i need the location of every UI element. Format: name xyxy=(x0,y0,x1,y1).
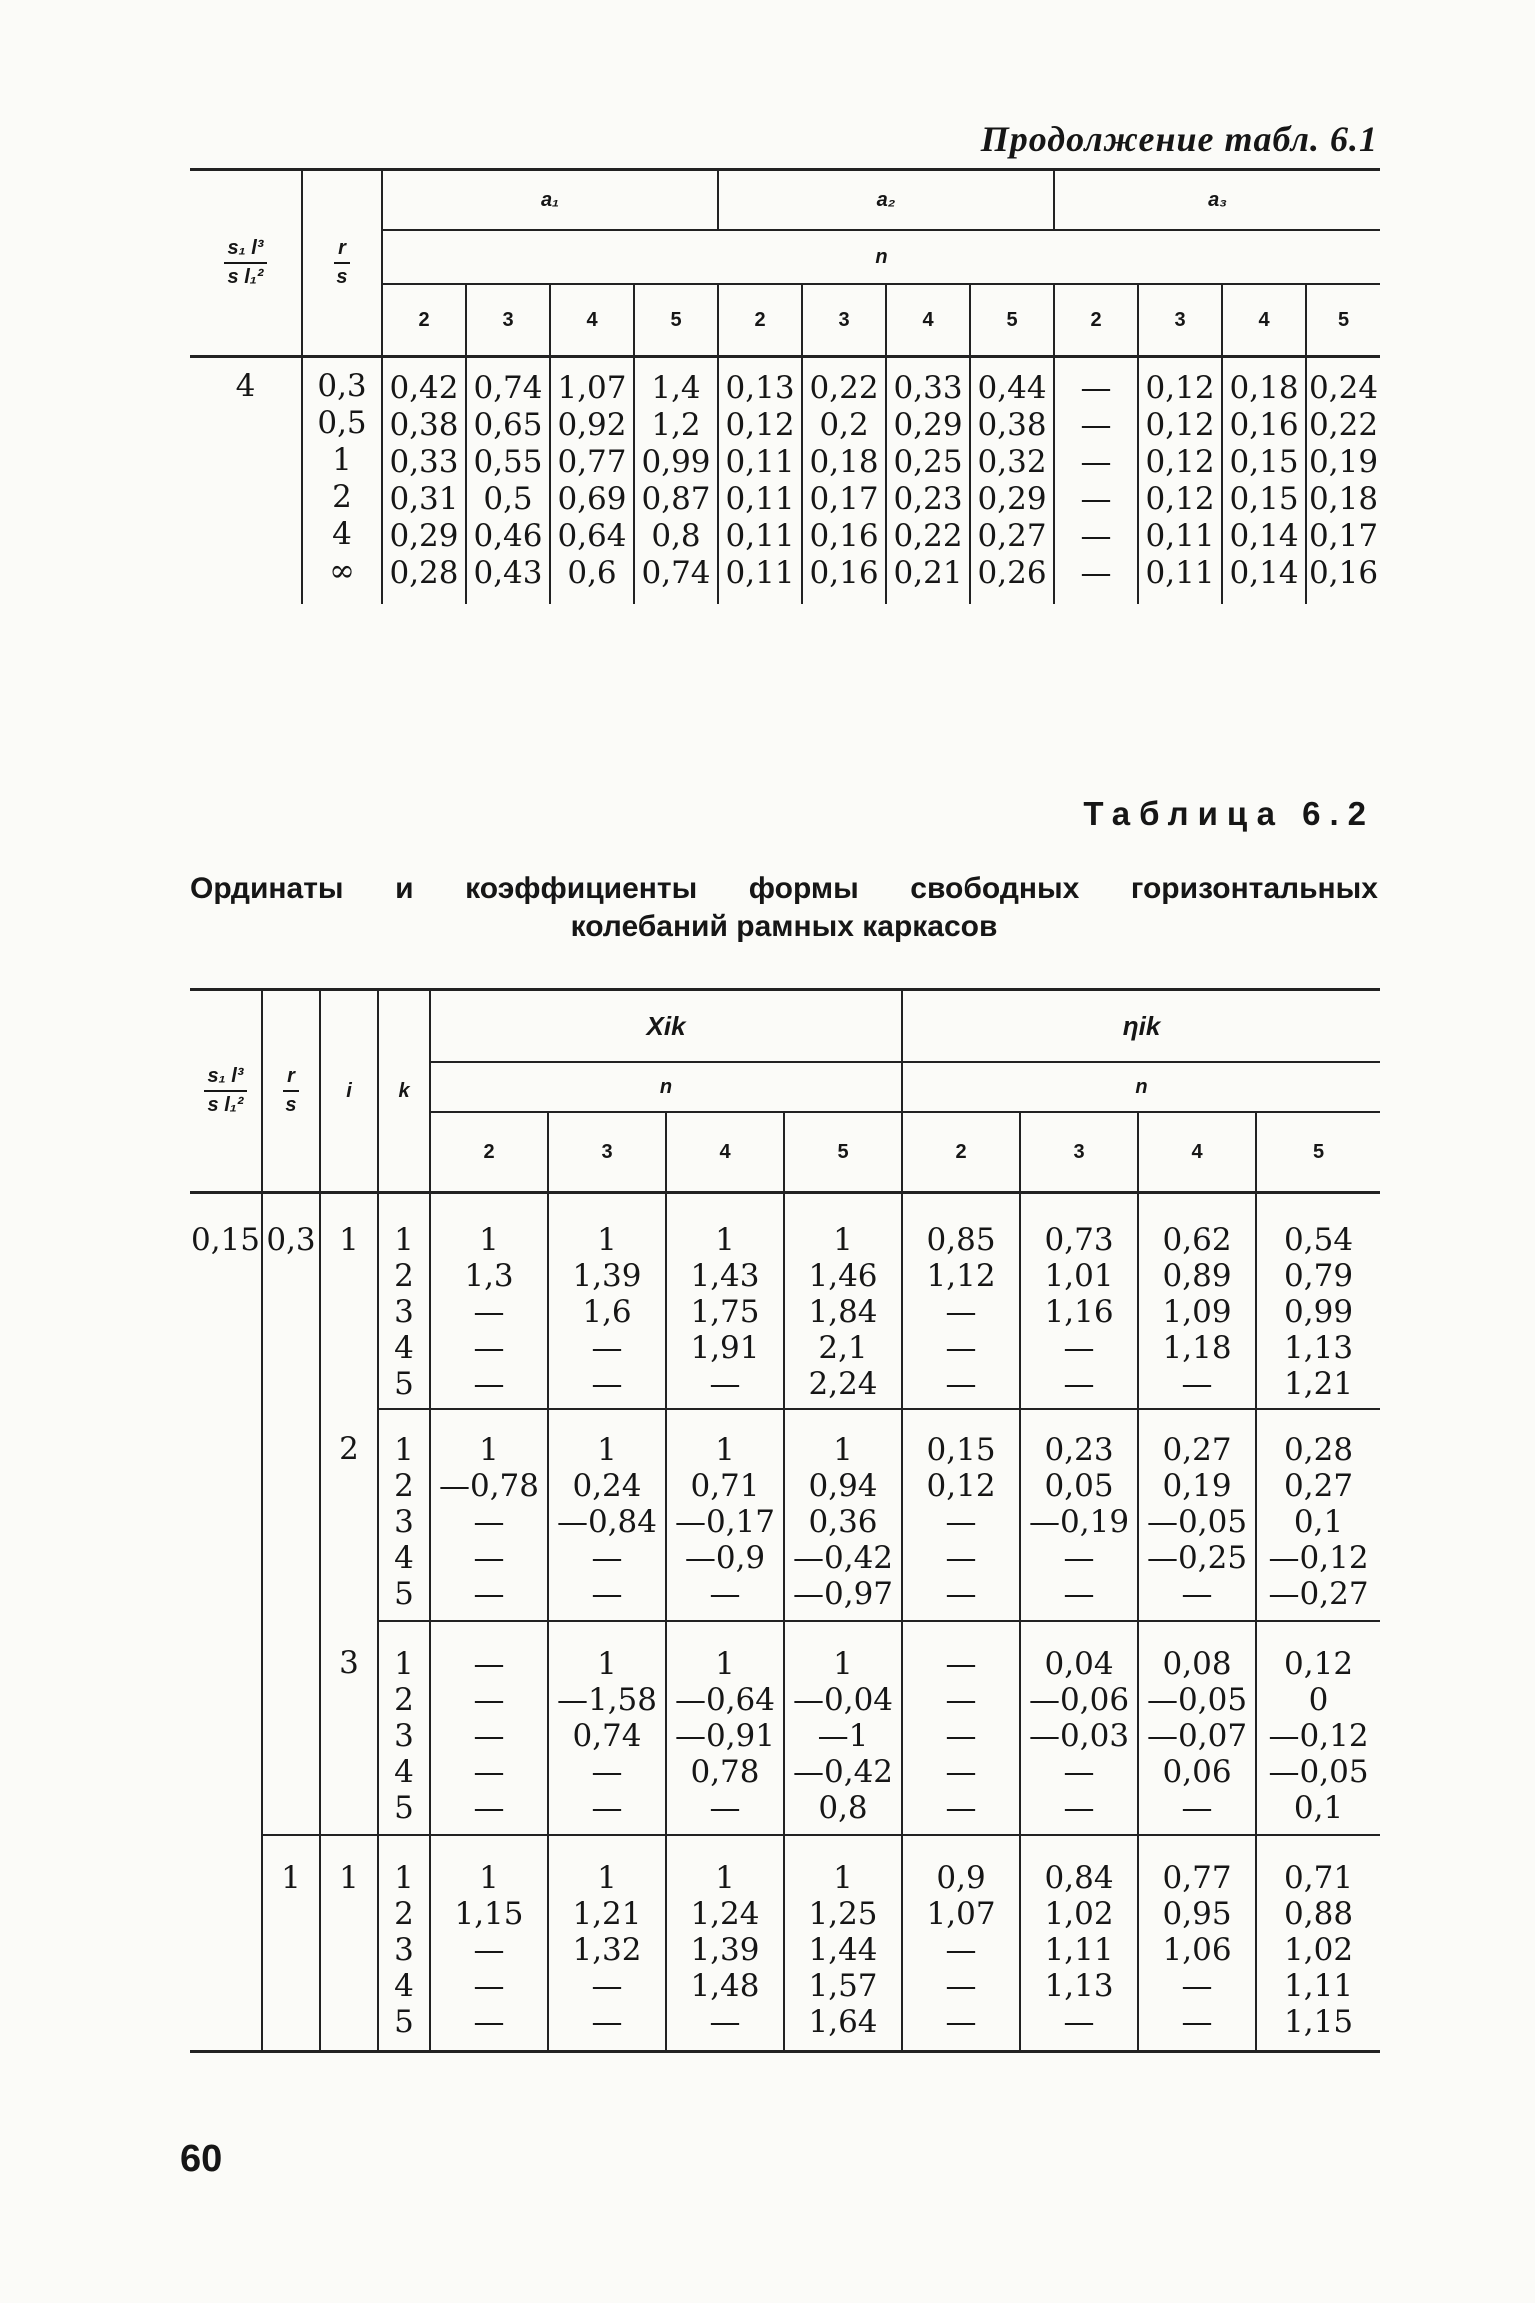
r-cell xyxy=(262,1409,320,1621)
value-column: 0,77 0,95 1,06 — — xyxy=(1138,1835,1256,2052)
header-k: k xyxy=(378,990,430,1193)
r-cell: 1 xyxy=(262,1835,320,2052)
continuation-title: Продолжение табл. 6.1 xyxy=(980,119,1378,159)
value-column: 0,22 0,2 0,18 0,17 0,16 0,16 xyxy=(802,357,886,605)
n-col-header: 5 xyxy=(970,284,1054,357)
value-column: 0,15 0,12 — — — xyxy=(902,1409,1020,1621)
value-column: 1 —1,58 0,74 — — xyxy=(548,1621,666,1835)
header-n-x: n xyxy=(430,1062,902,1112)
value-column: 1 1,3 — — — xyxy=(430,1193,548,1410)
value-column: 1 1,25 1,44 1,57 1,64 xyxy=(784,1835,902,2052)
value-column: 0,33 0,29 0,25 0,23 0,22 0,21 xyxy=(886,357,970,605)
table-6-1-continuation xyxy=(190,168,1380,604)
k-values: 1 2 3 4 5 xyxy=(378,1409,430,1621)
n-col-header: 5 xyxy=(784,1112,902,1193)
header-n-eta: n xyxy=(902,1062,1380,1112)
ratio-cell: 0,15 xyxy=(190,1193,262,1410)
n-col-header: 4 xyxy=(886,284,970,357)
n-col-header: 3 xyxy=(466,284,550,357)
value-column: 0,74 0,65 0,55 0,5 0,46 0,43 xyxy=(466,357,550,605)
k-values: 1 2 3 4 5 xyxy=(378,1621,430,1835)
n-col-header: 2 xyxy=(1054,284,1138,357)
header-group-eta: ηik xyxy=(902,990,1380,1063)
header-n: n xyxy=(382,230,1380,284)
header-group-a1: a₁ xyxy=(382,170,718,231)
ratio-cell xyxy=(190,1835,262,2052)
value-column: 1 1,46 1,84 2,1 2,24 xyxy=(784,1193,902,1410)
table-caption xyxy=(190,870,1378,946)
n-col-header: 3 xyxy=(802,284,886,357)
caption-line-2: колебаний рамных каркасов xyxy=(570,910,998,943)
n-col-header: 5 xyxy=(634,284,718,357)
value-column: 0,13 0,12 0,11 0,11 0,11 0,11 xyxy=(718,357,802,605)
value-column: — — — — — — xyxy=(1054,357,1138,605)
value-column: 1 —0,04 —1 —0,42 0,8 xyxy=(784,1621,902,1835)
caption-line-1: Ординаты и коэффициенты формы свободных горизонтальных xyxy=(190,872,1378,905)
header-ratio: $\frac{\text{s₁ l³}}{\text{s l₁²}}$ xyxy=(190,990,262,1193)
value-column: 1 0,71 —0,17 —0,9 — xyxy=(666,1409,784,1621)
n-col-header: 2 xyxy=(382,284,466,357)
ratio-cell xyxy=(190,1621,262,1835)
value-column: 0,28 0,27 0,1 —0,12 —0,27 xyxy=(1256,1409,1380,1621)
value-column: 1 —0,78 — — — xyxy=(430,1409,548,1621)
header-group-x: Xik xyxy=(430,990,902,1063)
value-column: 0,18 0,16 0,15 0,15 0,14 0,14 xyxy=(1222,357,1306,605)
value-column: 0,12 0 —0,12 —0,05 0,1 xyxy=(1256,1621,1380,1835)
table-number: Таблица 6.2 xyxy=(1083,795,1375,832)
value-column: 1 0,94 0,36 —0,42 —0,97 xyxy=(784,1409,902,1621)
r-cell: 0,3 xyxy=(262,1193,320,1410)
value-column: 1 1,21 1,32 — — xyxy=(548,1835,666,2052)
value-column: 1 1,24 1,39 1,48 — xyxy=(666,1835,784,2052)
n-col-header: 4 xyxy=(1222,284,1306,357)
value-column: — — — — — xyxy=(902,1621,1020,1835)
value-column: 0,85 1,12 — — — xyxy=(902,1193,1020,1410)
header-i: i xyxy=(320,990,378,1193)
value-column: 0,9 1,07 — — — xyxy=(902,1835,1020,2052)
i-cell: 3 xyxy=(320,1621,378,1835)
value-column: 0,71 0,88 1,02 1,11 1,15 xyxy=(1284,1860,1354,2040)
value-column: 0,73 1,01 1,16 — — xyxy=(1020,1193,1138,1410)
header-group-a2: a₂ xyxy=(718,170,1054,231)
n-col-header: 5 xyxy=(1256,1112,1380,1193)
value-column: 1 1,15 — — — xyxy=(430,1835,548,2052)
n-col-header: 4 xyxy=(1138,1112,1256,1193)
value-column: 0,04 —0,06 —0,03 — — xyxy=(1020,1621,1138,1835)
n-col-header: 3 xyxy=(1138,284,1222,357)
header-r-over-s: $\frac{r}{s}$ xyxy=(302,170,382,357)
r-values: 0,3 0,5 1 2 4 ∞ xyxy=(302,357,382,605)
ratio-cell xyxy=(190,1409,262,1621)
value-column: 1 1,39 1,6 — — xyxy=(548,1193,666,1410)
value-column: 1 —0,64 —0,91 0,78 — xyxy=(666,1621,784,1835)
ratio-cell: 4 xyxy=(190,357,302,605)
n-col-header: 4 xyxy=(550,284,634,357)
value-column: 0,54 0,79 0,99 1,13 1,21 xyxy=(1256,1193,1380,1410)
value-column: 0,27 0,19 —0,05 —0,25 — xyxy=(1138,1409,1256,1621)
i-cell: 1 xyxy=(320,1193,378,1410)
i-cell: 2 xyxy=(320,1409,378,1621)
n-col-header: 3 xyxy=(548,1112,666,1193)
value-column: 1 1,43 1,75 1,91 — xyxy=(666,1193,784,1410)
value-column: 0,08 —0,05 —0,07 0,06 — xyxy=(1138,1621,1256,1835)
value-column: 0,24 0,22 0,19 0,18 0,17 0,16 xyxy=(1309,370,1379,591)
table-6-2 xyxy=(190,988,1380,2053)
k-values: 1 2 3 4 5 xyxy=(378,1835,430,2052)
value-column: 1,4 1,2 0,99 0,87 0,8 0,74 xyxy=(634,357,718,605)
value-column: 0,62 0,89 1,09 1,18 — xyxy=(1138,1193,1256,1410)
header-r-over-s: $\frac{r}{s}$ xyxy=(262,990,320,1193)
header-group-a3: a₃ xyxy=(1054,170,1380,231)
n-col-header: 3 xyxy=(1020,1112,1138,1193)
header-ratio: $\frac{\text{s₁ l³}}{\text{s l₁²}}$ xyxy=(190,170,302,357)
n-col-header: 5 xyxy=(1306,284,1380,357)
n-col-header: 2 xyxy=(902,1112,1020,1193)
page-number: 60 xyxy=(180,2138,223,2180)
n-col-header: 2 xyxy=(430,1112,548,1193)
value-column: 0,84 1,02 1,11 1,13 — xyxy=(1020,1835,1138,2052)
value-column: 0,44 0,38 0,32 0,29 0,27 0,26 xyxy=(970,357,1054,605)
value-column: 1,07 0,92 0,77 0,69 0,64 0,6 xyxy=(550,357,634,605)
value-column: 1 0,24 —0,84 — — xyxy=(548,1409,666,1621)
k-values: 1 2 3 4 5 xyxy=(378,1193,430,1410)
r-cell xyxy=(262,1621,320,1835)
i-cell: 1 xyxy=(320,1835,378,2052)
n-col-header: 4 xyxy=(666,1112,784,1193)
value-column: 0,23 0,05 —0,19 — — xyxy=(1020,1409,1138,1621)
value-column: 0,42 0,38 0,33 0,31 0,29 0,28 xyxy=(382,357,466,605)
value-column: — — — — — xyxy=(430,1621,548,1835)
n-col-header: 2 xyxy=(718,284,802,357)
value-column: 0,12 0,12 0,12 0,12 0,11 0,11 xyxy=(1138,357,1222,605)
